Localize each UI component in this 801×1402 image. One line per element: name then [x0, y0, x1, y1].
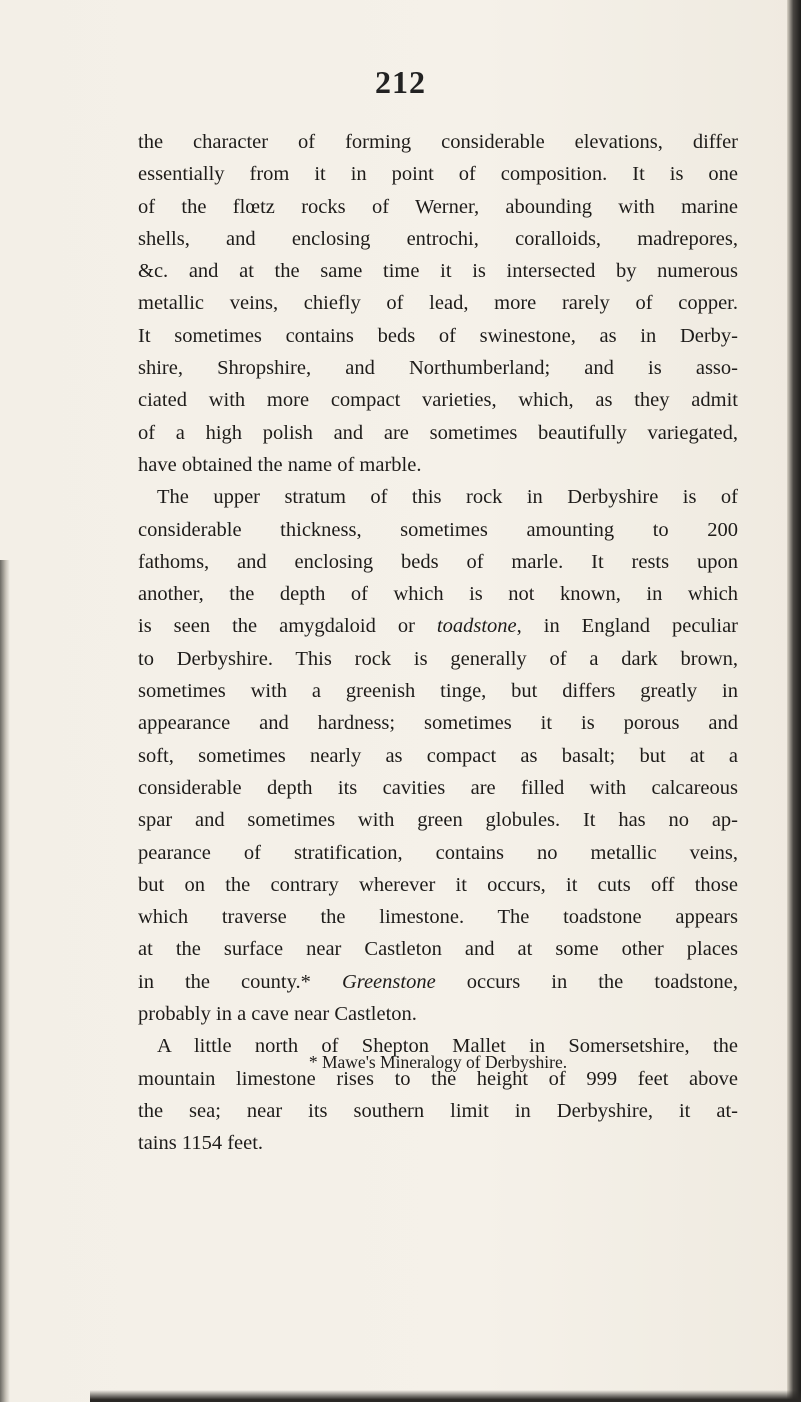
text-line: probably in a cave near Castleton.	[138, 1003, 417, 1026]
text-line: essentially from it in point of composition. It is one	[138, 163, 738, 186]
text-line: shells, and enclosing entrochi, coralloids, madrepores,	[138, 227, 738, 250]
text-line: considerable thickness, sometimes amounting to 200	[138, 518, 738, 541]
text-line: of the flœtz rocks of Werner, abounding with marine	[138, 195, 738, 218]
footnote: * Mawe's Mineralogy of Derbyshire.	[308, 1052, 568, 1072]
text-line: sometimes with a greenish tinge, but differs greatly in	[138, 680, 738, 703]
text-line: metallic veins, chiefly of lead, more rarely of copper.	[138, 292, 738, 315]
text-line: is seen the amygdaloid or toadstone, in England peculiar	[138, 615, 738, 638]
text-line: have obtained the name of marble.	[138, 453, 422, 476]
text-line: fathoms, and enclosing beds of marle. It rests upon	[138, 550, 738, 573]
text-line: of a high polish and are sometimes beautifully variegated,	[138, 421, 738, 444]
text-line: A little north of Shepton Mallet in Somersetshire, the	[157, 1035, 738, 1058]
text-line: another, the depth of which is not known, in which	[138, 583, 738, 606]
text-line: appearance and hardness; sometimes it is porous and	[138, 712, 738, 735]
page-bottom-shadow	[90, 1390, 801, 1402]
body-text	[138, 126, 738, 1160]
text-line: to Derbyshire. This rock is generally of a dark brown,	[138, 647, 738, 670]
text-line: the sea; near its southern limit in Derbyshire, it at-	[138, 1099, 738, 1122]
italic-term: toadstone	[436, 615, 517, 638]
text-line: at the surface near Castleton and at some other places	[138, 938, 738, 961]
text-line: considerable depth its cavities are filled with calcareous	[138, 776, 738, 799]
text-line: the character of forming considerable elevations, differ	[138, 131, 738, 153]
text-line: The upper stratum of this rock in Derbyshire is of	[157, 486, 738, 509]
text-line: in the county.* Greenstone occurs in the toadstone,	[138, 970, 739, 993]
text-line: tains 1154 feet.	[138, 1132, 264, 1155]
text-line: spar and sometimes with green globules. It has no ap-	[138, 809, 738, 832]
text-line: &c. and at the same time it is intersected by numerous	[138, 260, 738, 283]
text-line: It sometimes contains beds of swinestone, as in Derby-	[138, 324, 738, 347]
text-line: pearance of stratification, contains no metallic veins,	[138, 841, 738, 864]
text-line: shire, Shropshire, and Northumberland; and is asso-	[138, 357, 738, 380]
text-line: which traverse the limestone. The toadstone appears	[138, 906, 738, 929]
italic-term: Greenstone	[341, 970, 436, 993]
page-binding-edge	[787, 0, 801, 1402]
text-line: but on the contrary wherever it occurs, it cuts off those	[138, 873, 738, 896]
page-number: 212	[375, 64, 426, 100]
text-line: soft, sometimes nearly as compact as basalt; but at a	[138, 744, 738, 767]
text-line: mountain limestone rises to the height of 999 feet above	[138, 1067, 738, 1090]
text-line: ciated with more compact varieties, which, as they admit	[138, 389, 738, 412]
page-left-shadow	[0, 560, 10, 1402]
